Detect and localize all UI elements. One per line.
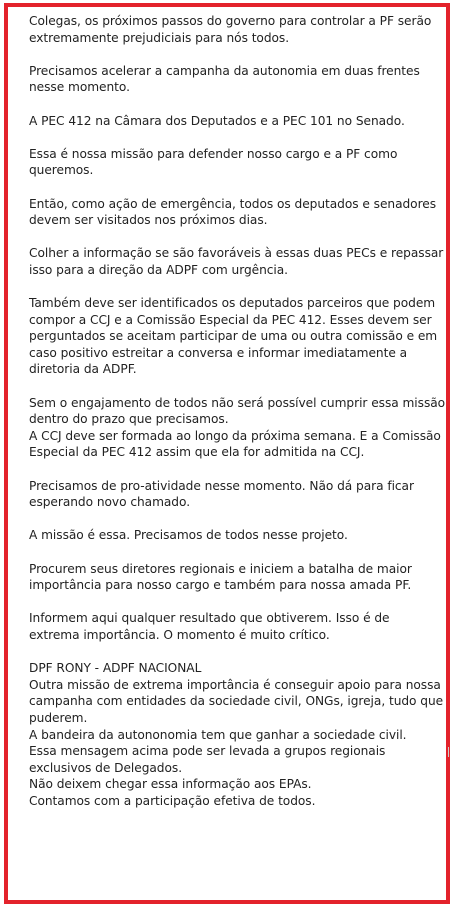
message-line: A bandeira da autononomia tem que ganhar a sociedade civil. [29, 727, 407, 742]
message-paragraph [29, 63, 444, 96]
message-line: extremamente prejudiciais para nós todos. [29, 30, 290, 45]
message-line: Informem aqui qualquer resultado que obtiverem. Isso é de [29, 611, 390, 626]
message-paragraph [29, 527, 444, 544]
message-line: nesse momento. [29, 80, 130, 95]
message-paragraph [29, 395, 444, 461]
message-paragraph [29, 146, 444, 179]
message-line: campanha com entidades da sociedade civil, ONGs, igreja, tudo que [29, 694, 444, 709]
message-line: Então, como ação de emergência, todos os deputados e senadores [29, 196, 437, 211]
message-line: A CCJ deve ser formada ao longo da próxima semana. E a Comissão [29, 428, 441, 443]
message-line: dentro do prazo que precisamos. [29, 412, 229, 427]
message-line: Precisamos de pro-atividade nesse momento. Não dá para ficar [29, 478, 414, 493]
message-paragraph [29, 295, 444, 378]
message-body [29, 13, 444, 826]
message-line: DPF RONY - ADPF NACIONAL [29, 661, 202, 676]
message-line: Essa é nossa missão para defender nosso cargo e a PF como [29, 146, 398, 161]
message-line: Essa mensagem acima pode ser levada a grupos regionais [29, 744, 386, 759]
message-line: Colher a informação se são favoráveis à essas duas PECs e repassar [29, 246, 444, 261]
message-line: Colegas, os próximos passos do governo para controlar a PF serão [29, 14, 432, 28]
message-line: Precisamos acelerar a campanha da autonomia em duas frentes [29, 63, 420, 78]
message-paragraph [29, 610, 444, 643]
message-line: exclusivos de Delegados. [29, 760, 183, 775]
message-line: perguntados se aceitam participar de uma ou outra comissão e em [29, 329, 438, 344]
message-paragraph [29, 113, 444, 130]
message-line: caso positivo estreitar a conversa e informar imediatamente a [29, 345, 408, 360]
message-line: devem ser visitados nos próximos dias. [29, 213, 268, 228]
message-paragraph [29, 478, 444, 511]
scrollbar-hint [448, 747, 449, 757]
message-line: diretoria da ADPF. [29, 362, 137, 377]
message-line: Sem o engajamento de todos não será possível cumprir essa missão [29, 395, 446, 410]
message-paragraph [29, 245, 444, 278]
message-line: A PEC 412 na Câmara dos Deputados e a PEC 101 no Senado. [29, 113, 405, 128]
message-line: compor a CCJ e a Comissão Especial da PEC 412. Esses devem ser [29, 312, 432, 327]
message-line: isso para a direção da ADPF com urgência. [29, 262, 288, 277]
message-line: Contamos com a participação efetiva de todos. [29, 793, 316, 808]
message-line: Não deixem chegar essa informação aos EPAs. [29, 777, 312, 792]
message-line: puderem. [29, 710, 88, 725]
message-paragraph [29, 561, 444, 594]
message-paragraph [29, 660, 444, 809]
message-paragraph [29, 196, 444, 229]
message-frame [4, 3, 450, 904]
message-paragraph [29, 13, 444, 46]
message-line: A missão é essa. Precisamos de todos nesse projeto. [29, 528, 348, 543]
message-line: Também deve ser identificados os deputados parceiros que podem [29, 296, 436, 311]
message-line: queremos. [29, 163, 94, 178]
message-line: esperando novo chamado. [29, 495, 191, 510]
message-line: extrema importância. O momento é muito crítico. [29, 627, 330, 642]
message-line: Especial da PEC 412 assim que ela for admitida na CCJ. [29, 445, 365, 460]
message-line: importância para nosso cargo e também para nossa amada PF. [29, 578, 412, 593]
message-line: Procurem seus diretores regionais e iniciem a batalha de maior [29, 561, 412, 576]
message-line: Outra missão de extrema importância é conseguir apoio para nossa [29, 677, 441, 692]
